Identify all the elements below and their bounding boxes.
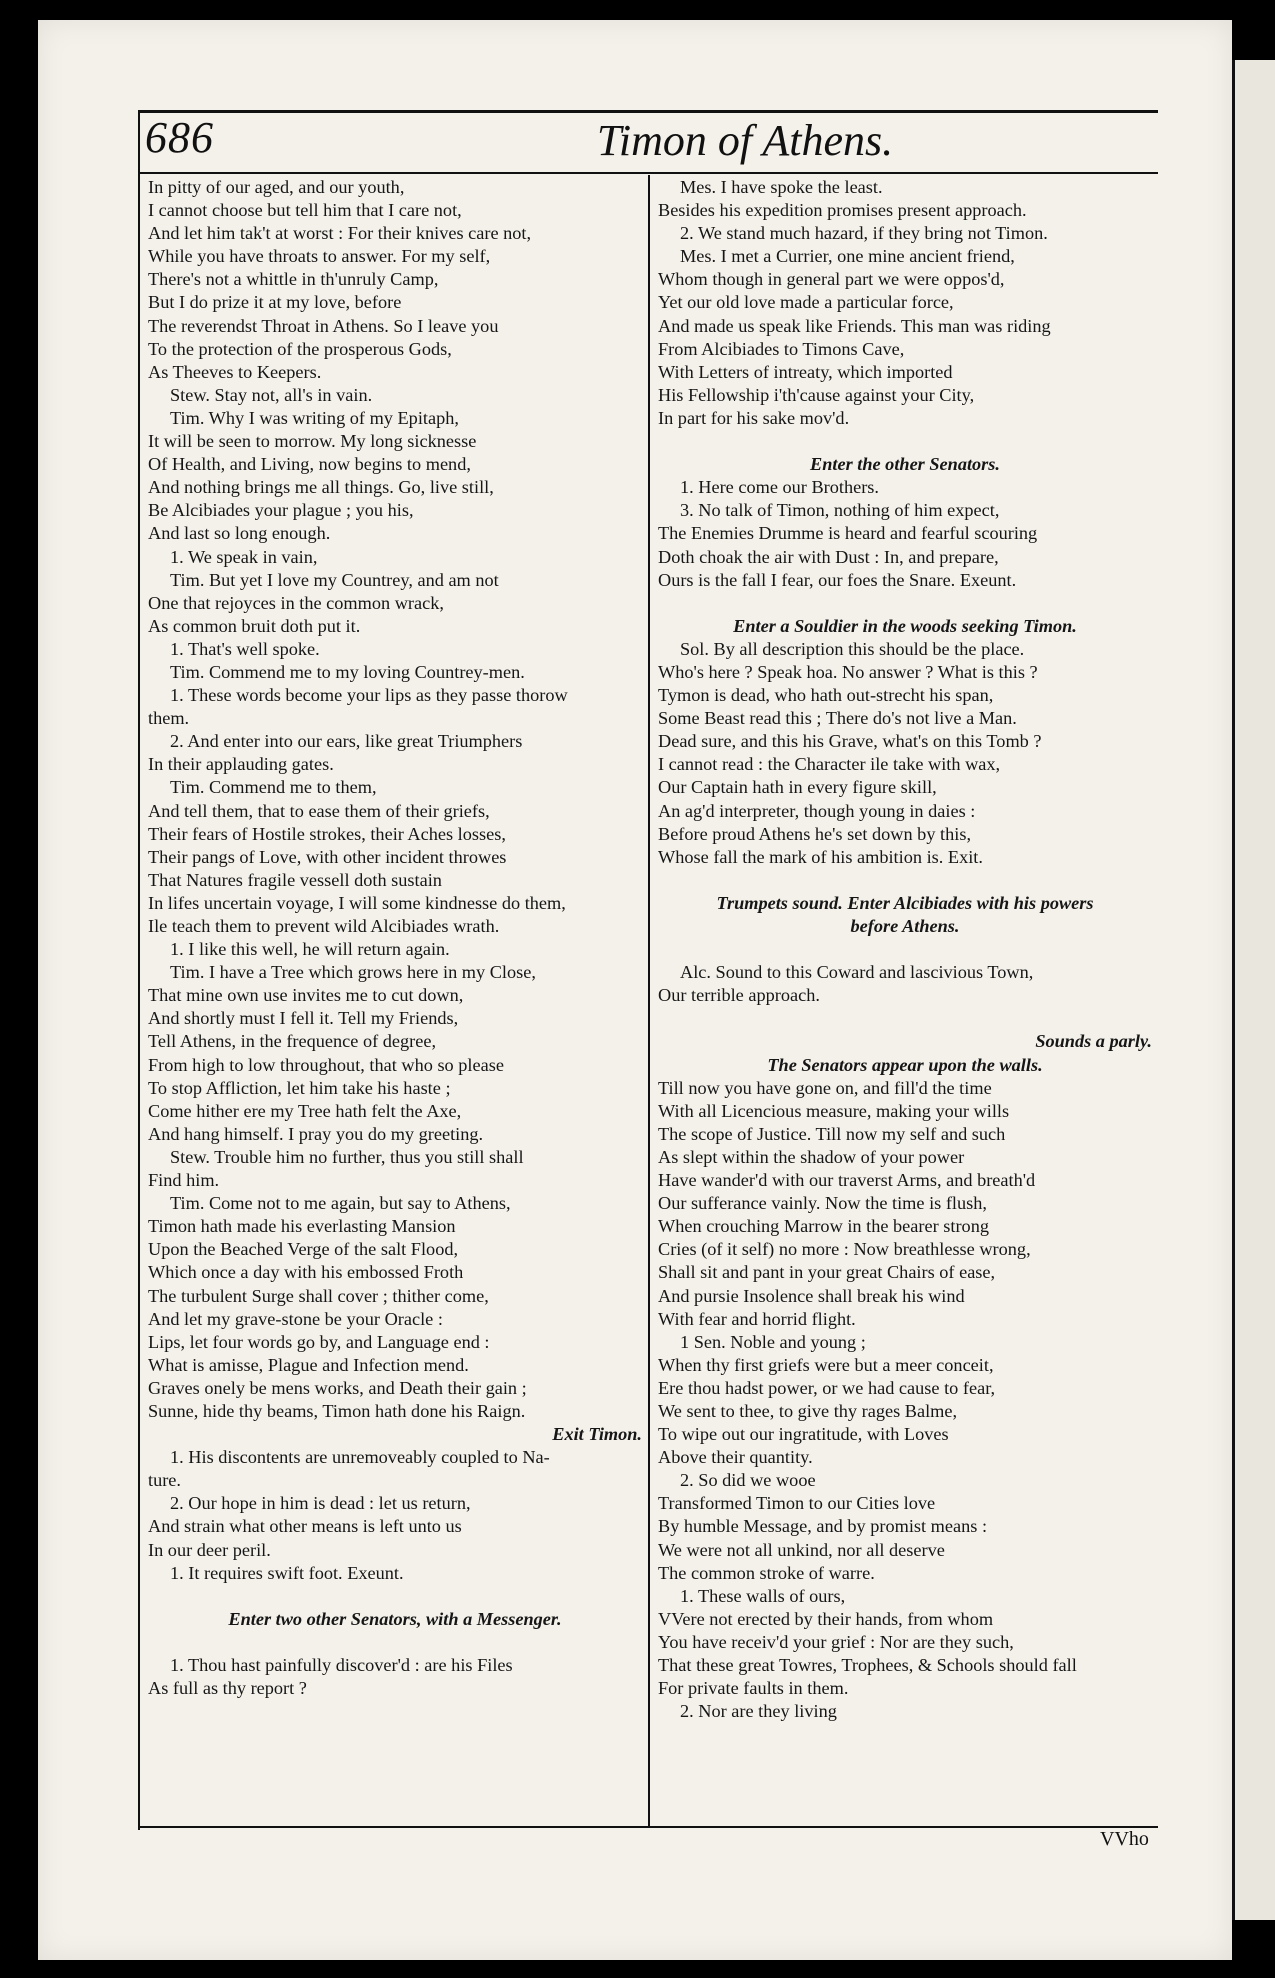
text-line: And let my grave-stone be your Oracle : [148, 1308, 443, 1329]
text-line: Alc. Sound to this Coward and lascivious Town, [680, 962, 1034, 983]
text-line: 1. It requires swift foot. Exeunt. [170, 1562, 404, 1583]
facing-page-edge [1232, 60, 1275, 1920]
text-line: Sol. By all description this should be the place. [680, 638, 1025, 659]
text-line: With Letters of intreaty, which imported [658, 361, 953, 382]
left-frame-rule [138, 110, 140, 1830]
text-line: before Athens. [850, 916, 960, 936]
text-line: And last so long enough. [148, 523, 331, 544]
text-line: By humble Message, and by promist means : [658, 1516, 988, 1537]
bottom-rule [140, 1826, 1158, 1828]
text-line: I cannot choose but tell him that I care not, [148, 200, 462, 221]
text-line [658, 869, 1152, 892]
text-line: That Natures fragile vessell doth sustain [148, 869, 442, 890]
text-line: 2. We stand much hazard, if they bring not Timon. [680, 223, 1048, 244]
text-line: 2. Our hope in him is dead : let us return, [170, 1493, 471, 1514]
text-line: For private faults in them. [658, 1678, 849, 1699]
right-text-column [658, 176, 1152, 1723]
text-line [148, 1585, 642, 1608]
text-line: them. [148, 708, 190, 729]
text-line: We sent to thee, to give thy rages Balme, [658, 1400, 958, 1421]
text-line: Of Health, and Living, now begins to mend, [148, 454, 471, 475]
text-line: Whose fall the mark of his ambition is. Exit. [658, 846, 983, 867]
text-line: To the protection of the prosperous Gods, [148, 338, 452, 359]
text-line: Tim. But yet I love my Countrey, and am not [170, 569, 499, 590]
text-line: Cries (of it self) no more : Now breathlesse wrong, [658, 1239, 1031, 1260]
text-line: Ours is the fall I fear, our foes the Snare. Exeunt. [658, 569, 1017, 590]
text-line: That these great Towres, Trophees, & Schools should fall [658, 1655, 1077, 1675]
text-line: 2. And enter into our ears, like great Triumphers [170, 731, 523, 752]
text-line: I cannot read : the Character ile take with wax, [658, 754, 1001, 775]
text-line: We were not all unkind, nor all deserve [658, 1539, 945, 1560]
text-line: 1. We speak in vain, [170, 546, 318, 567]
text-line: ture. [148, 1470, 181, 1491]
text-line: With fear and horrid flight. [658, 1308, 856, 1329]
text-line: When thy first griefs were but a meer conceit, [658, 1354, 994, 1375]
text-line: But I do prize it at my love, before [148, 292, 402, 313]
text-line: While you have throats to answer. For my self, [148, 246, 491, 267]
text-line: 1 Sen. Noble and young ; [680, 1331, 866, 1352]
column-divider [648, 175, 650, 1827]
text-line: Timon hath made his everlasting Mansion [148, 1216, 456, 1237]
text-line: 1. These walls of ours, [680, 1585, 846, 1606]
catchword: VVho [1100, 1828, 1149, 1850]
text-line: Tim. Come not to me again, but say to Athens, [170, 1193, 511, 1214]
text-line: From high to low throughout, that who so please [148, 1054, 504, 1075]
text-line: Trumpets sound. Enter Alcibiades with his powers [716, 892, 1094, 913]
text-line [658, 938, 1152, 961]
text-line: Who's here ? Speak hoa. No answer ? What is this ? [658, 661, 1038, 682]
text-line: And pursie Insolence shall break his wind [658, 1285, 965, 1306]
text-line: That mine own use invites me to cut down, [148, 985, 464, 1006]
text-line: When crouching Marrow in the bearer strong [658, 1216, 989, 1237]
text-line [658, 430, 1152, 453]
page-number: 686 [145, 113, 214, 162]
text-line: An ag'd interpreter, though young in daies : [658, 800, 976, 821]
header-rule [140, 172, 1158, 174]
text-line: 1. Thou hast painfully discover'd : are his Files [170, 1655, 513, 1675]
left-text-column [148, 176, 642, 1700]
text-line: The turbulent Surge shall cover ; thither come, [148, 1285, 489, 1306]
text-line: As full as thy report ? [148, 1678, 307, 1699]
text-line: 1. I like this well, he will return again. [170, 939, 450, 960]
text-line: Tell Athens, in the frequence of degree, [148, 1031, 437, 1052]
text-line: In part for his sake mov'd. [658, 407, 850, 428]
text-line: Tim. Why I was writing of my Epitaph, [170, 407, 459, 428]
text-line: 1. Here come our Brothers. [680, 477, 879, 498]
text-line: In pitty of our aged, and our youth, [148, 177, 405, 197]
text-line: Our Captain hath in every figure skill, [658, 777, 937, 798]
text-line: Some Beast read this ; There do's not live a Man. [658, 708, 1017, 729]
text-line: In lifes uncertain voyage, I will some kindnesse do them, [148, 892, 566, 913]
text-line: Enter a Souldier in the woods seeking Timon. [733, 615, 1077, 636]
text-line: Before proud Athens he's set down by this, [658, 823, 972, 844]
text-line: Shall sit and pant in your great Chairs of ease, [658, 1262, 996, 1283]
text-line: Their fears of Hostile strokes, their Aches losses, [148, 823, 506, 844]
text-line: Tymon is dead, who hath out-strecht his span, [658, 685, 994, 706]
text-line: One that rejoyces in the common wrack, [148, 592, 444, 613]
text-line: Sunne, hide thy beams, Timon hath done his Raign. [148, 1400, 526, 1421]
text-line: In our deer peril. [148, 1539, 271, 1560]
text-line: Exit Timon. [552, 1424, 642, 1445]
text-line: Enter two other Senators, with a Messenger. [228, 1608, 562, 1629]
text-line: As slept within the shadow of your power [658, 1146, 965, 1167]
text-line: With all Licencious measure, making your wills [658, 1100, 1010, 1121]
text-line: 1. That's well spoke. [170, 638, 320, 659]
text-line: The Enemies Drumme is heard and fearful scouring [658, 523, 1038, 544]
text-line: Mes. I met a Currier, one mine ancient friend, [680, 246, 1015, 267]
text-line: The reverendst Throat in Athens. So I leave you [148, 315, 499, 336]
text-line: 3. No talk of Timon, nothing of him expect, [680, 500, 1000, 521]
text-line: It will be seen to morrow. My long sicknesse [148, 431, 477, 452]
text-line: VVere not erected by their hands, from whom [658, 1608, 994, 1629]
text-line: The common stroke of warre. [658, 1562, 875, 1583]
text-line: Which once a day with his embossed Froth [148, 1262, 464, 1283]
text-line: To stop Affliction, let him take his haste ; [148, 1077, 451, 1098]
text-line: Our sufferance vainly. Now the time is flush, [658, 1193, 987, 1214]
text-line: You have receiv'd your grief : Nor are they such, [658, 1631, 1014, 1652]
text-line: And hang himself. I pray you do my greeting. [148, 1123, 484, 1144]
text-line: To wipe out our ingratitude, with Loves [658, 1424, 949, 1445]
text-line: Have wander'd with our traverst Arms, and breath'd [658, 1170, 1036, 1191]
text-line: Graves onely be mens works, and Death their gain ; [148, 1377, 527, 1398]
text-line: Tim. I have a Tree which grows here in my Close, [170, 962, 536, 983]
text-line: Stew. Trouble him no further, thus you still shall [170, 1146, 524, 1167]
text-line: Be Alcibiades your plague ; you his, [148, 500, 414, 521]
text-line: Sounds a parly. [1035, 1031, 1152, 1052]
text-line: Tim. Commend me to my loving Countrey-men. [170, 661, 525, 682]
text-line: And strain what other means is left unto us [148, 1516, 462, 1537]
text-line: Stew. Stay not, all's in vain. [170, 384, 373, 405]
text-line: Tim. Commend me to them, [170, 777, 377, 798]
text-line: Enter the other Senators. [810, 454, 1000, 475]
text-line: 2. Nor are they living [680, 1701, 837, 1722]
text-line: Lips, let four words go by, and Language end : [148, 1331, 490, 1352]
text-line: Besides his expedition promises present approach. [658, 200, 1027, 221]
text-line: What is amisse, Plague and Infection mend. [148, 1354, 469, 1375]
text-line: As Theeves to Keepers. [148, 361, 322, 382]
top-rule [140, 110, 1158, 113]
text-line: And tell them, that to ease them of their griefs, [148, 800, 490, 821]
text-line: Come hither ere my Tree hath felt the Axe, [148, 1100, 462, 1121]
text-line: His Fellowship i'th'cause against your City, [658, 384, 975, 405]
text-line: Doth choak the air with Dust : In, and prepare, [658, 546, 999, 567]
text-line: And let him tak't at worst : For their knives care not, [148, 223, 532, 244]
text-line: Ile teach them to prevent wild Alcibiades wrath. [148, 916, 500, 936]
text-line: There's not a whittle in th'unruly Camp, [148, 269, 439, 290]
text-line [658, 592, 1152, 615]
text-line [658, 1007, 1152, 1030]
text-line: Our terrible approach. [658, 985, 820, 1006]
text-line: And made us speak like Friends. This man was riding [658, 315, 1051, 336]
text-line: Ere thou hadst power, or we had cause to fear, [658, 1377, 996, 1398]
text-line: And nothing brings me all things. Go, live still, [148, 477, 494, 498]
text-line: The Senators appear upon the walls. [767, 1054, 1043, 1075]
text-line: 1. His discontents are unremoveably coupled to Na- [170, 1447, 550, 1468]
text-line: Find him. [148, 1170, 220, 1191]
text-line: In their applauding gates. [148, 754, 334, 775]
text-line: Dead sure, and this his Grave, what's on this Tomb ? [658, 731, 1042, 752]
text-line: The scope of Justice. Till now my self and such [658, 1123, 1006, 1144]
text-line: Transformed Timon to our Cities love [658, 1493, 936, 1514]
text-line: And shortly must I fell it. Tell my Friends, [148, 1008, 459, 1029]
text-line: Whom though in general part we were oppos'd, [658, 269, 1005, 290]
running-title: Timon of Athens. [596, 116, 894, 165]
text-line: From Alcibiades to Timons Cave, [658, 338, 905, 359]
text-line: Upon the Beached Verge of the salt Flood, [148, 1239, 459, 1260]
text-line: 1. These words become your lips as they passe thorow [170, 685, 568, 706]
text-line: Their pangs of Love, with other incident throwes [148, 846, 507, 867]
text-line: 2. So did we wooe [680, 1470, 816, 1491]
text-line: Till now you have gone on, and fill'd the time [658, 1077, 992, 1098]
text-line: As common bruit doth put it. [148, 615, 361, 636]
text-line [148, 1631, 642, 1654]
text-line: Mes. I have spoke the least. [680, 177, 883, 197]
text-line: Above their quantity. [658, 1447, 813, 1468]
text-line: Yet our old love made a particular force, [658, 292, 954, 313]
